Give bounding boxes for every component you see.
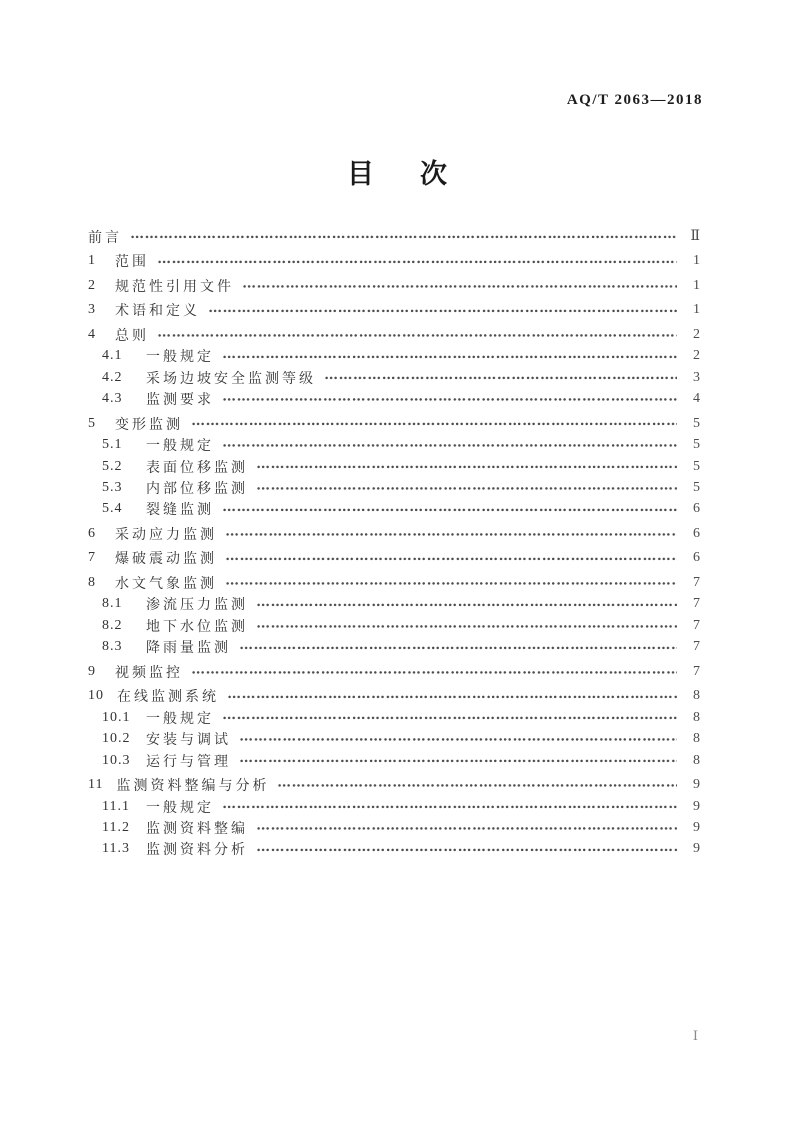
toc-entry (88, 728, 700, 749)
toc-entry-number: 7 (88, 550, 96, 566)
toc-entry (88, 774, 700, 795)
toc-entry (88, 275, 700, 296)
toc-entry-page: 7 (693, 639, 700, 655)
toc-entry (88, 615, 700, 636)
toc-entry-title: 采动应力监测 (115, 527, 217, 543)
toc-entry-title: 视频监控 (115, 665, 183, 681)
toc-entry-page: Ⅱ (690, 229, 700, 245)
toc-entry (88, 388, 700, 409)
toc-dot-leader (240, 750, 677, 771)
toc-dot-leader (226, 523, 677, 544)
toc-entry-page: 7 (693, 575, 700, 591)
toc-entry-title: 一般规定 (146, 350, 214, 366)
toc-dot-leader (325, 367, 677, 388)
toc-entry (88, 548, 700, 569)
toc-entry-number: 10.2 (102, 731, 131, 747)
toc-entry-number: 2 (88, 277, 96, 293)
toc-entry-number: 11 (88, 777, 104, 793)
toc-entry-page: 5 (693, 437, 700, 453)
toc-entry (88, 839, 700, 860)
toc-entry-page: 5 (693, 415, 700, 431)
toc-entry (88, 251, 700, 272)
toc-entry-number: 4.2 (102, 369, 123, 385)
toc-entry (88, 661, 700, 682)
toc-dot-leader (223, 707, 677, 728)
toc-dot-leader (158, 324, 677, 345)
toc-dot-leader (192, 661, 677, 682)
toc-entry-title: 内部位移监测 (146, 481, 248, 497)
toc-entry-number: 5.3 (102, 479, 123, 495)
toc-entry-title: 一般规定 (146, 711, 214, 727)
toc-entry-title: 规范性引用文件 (115, 279, 234, 295)
toc-entry-page: 8 (693, 709, 700, 725)
toc-entry (88, 226, 700, 247)
toc-dot-leader (240, 637, 677, 658)
toc-entry-title: 地下水位监测 (146, 619, 248, 635)
toc-entry (88, 413, 700, 434)
toc-dot-leader (158, 251, 677, 272)
toc-entry-title: 范围 (115, 255, 149, 271)
toc-entry-page: 9 (693, 841, 700, 857)
toc-entry-page: 8 (693, 752, 700, 768)
toc-dot-leader (223, 499, 677, 520)
table-of-contents (88, 226, 700, 860)
toc-entry-number: 10.3 (102, 752, 131, 768)
toc-entry-title: 采场边坡安全监测等级 (146, 371, 316, 387)
toc-entry (88, 324, 700, 345)
toc-dot-leader (243, 275, 677, 296)
toc-dot-leader (223, 796, 677, 817)
toc-entry-page: 7 (693, 663, 700, 679)
toc-dot-leader (131, 226, 677, 247)
toc-entry-number: 11.1 (102, 798, 130, 814)
toc-entry (88, 456, 700, 477)
toc-entry-number: 5.2 (102, 458, 123, 474)
toc-entry (88, 346, 700, 367)
toc-entry (88, 572, 700, 593)
toc-dot-leader (228, 686, 677, 707)
toc-entry-number: 8 (88, 575, 96, 591)
toc-entry-page: 1 (693, 302, 700, 318)
toc-entry (88, 686, 700, 707)
toc-entry-title: 爆破震动监测 (115, 552, 217, 568)
toc-entry (88, 707, 700, 728)
toc-entry-page: 6 (693, 501, 700, 517)
toc-entry (88, 817, 700, 838)
toc-entry-page: 7 (693, 596, 700, 612)
toc-entry-page: 1 (693, 277, 700, 293)
toc-entry-number: 10 (88, 688, 104, 704)
toc-entry-title: 监测资料整编与分析 (116, 779, 270, 795)
toc-entry-number: 4 (88, 327, 96, 342)
toc-entry-title: 裂缝监测 (146, 503, 214, 519)
toc-dot-leader (257, 594, 677, 615)
footer-page-number: Ⅰ (692, 1028, 698, 1043)
toc-entry-title: 安装与调试 (146, 733, 231, 749)
toc-dot-leader (257, 615, 677, 636)
toc-dot-leader (223, 346, 677, 367)
toc-entry-page: 2 (693, 348, 700, 364)
toc-entry-number: 11.3 (102, 841, 130, 857)
toc-entry-title: 水文气象监测 (115, 577, 217, 593)
toc-entry (88, 434, 700, 455)
toc-entry-title: 监测资料分析 (146, 843, 248, 859)
standard-code-header: AQ/T 2063—2018 (566, 92, 703, 108)
toc-dot-leader (209, 300, 677, 321)
toc-entry-page: 9 (693, 819, 700, 835)
toc-dot-leader (223, 388, 677, 409)
toc-entry-title: 术语和定义 (115, 304, 200, 320)
toc-entry-number: 11.2 (102, 819, 130, 835)
toc-entry-title: 运行与管理 (146, 754, 231, 770)
toc-entry-number: 4.1 (102, 348, 123, 364)
toc-entry-page: 2 (693, 327, 700, 342)
toc-entry-page: 3 (693, 369, 700, 385)
toc-entry-title: 降雨量监测 (146, 641, 231, 657)
toc-entry (88, 796, 700, 817)
toc-entry-page: 8 (693, 731, 700, 747)
toc-entry-page: 4 (693, 391, 700, 407)
toc-entry-title: 监测资料整编 (146, 821, 248, 837)
toc-entry-number: 9 (88, 663, 96, 679)
toc-entry-page: 1 (693, 253, 700, 269)
toc-entry-page: 5 (693, 479, 700, 495)
toc-entry (88, 523, 700, 544)
toc-entry-title: 变形监测 (115, 417, 183, 433)
toc-entry-page: 9 (693, 798, 700, 814)
toc-entry-title: 一般规定 (146, 800, 214, 816)
toc-dot-leader (257, 839, 677, 860)
page-title: 目次 (347, 159, 493, 189)
toc-entry-number: 6 (88, 525, 96, 541)
toc-entry-number: 10.1 (102, 709, 131, 725)
toc-entry-title: 渗流压力监测 (146, 598, 248, 614)
toc-entry-title: 表面位移监测 (146, 460, 248, 476)
toc-entry (88, 594, 700, 615)
toc-entry (88, 367, 700, 388)
toc-entry-page: 6 (693, 550, 700, 566)
toc-dot-leader (257, 456, 677, 477)
toc-dot-leader (223, 434, 677, 455)
toc-dot-leader (278, 774, 677, 795)
toc-dot-leader (226, 572, 677, 593)
toc-entry (88, 750, 700, 771)
toc-entry (88, 499, 700, 520)
toc-entry-number: 1 (88, 253, 96, 269)
toc-dot-leader (226, 548, 677, 569)
toc-entry-title: 监测要求 (146, 393, 214, 409)
toc-dot-leader (192, 413, 677, 434)
toc-entry-number: 8.1 (102, 596, 123, 612)
toc-entry (88, 637, 700, 658)
toc-entry-title: 一般规定 (146, 439, 214, 455)
toc-entry-page: 9 (693, 777, 700, 793)
toc-dot-leader (257, 817, 677, 838)
toc-entry-number: 5.1 (102, 437, 123, 453)
toc-entry-title: 总则 (115, 329, 149, 344)
toc-entry-page: 6 (693, 525, 700, 541)
toc-dot-leader (240, 728, 677, 749)
toc-entry (88, 300, 700, 321)
toc-entry-number: 5.4 (102, 501, 123, 517)
toc-entry-title: 在线监测系统 (117, 690, 219, 706)
toc-dot-leader (257, 477, 677, 498)
toc-entry-number: 8.2 (102, 617, 123, 633)
toc-entry-number: 3 (88, 302, 96, 318)
toc-entry-page: 8 (693, 688, 700, 704)
toc-entry-page: 7 (693, 617, 700, 633)
toc-entry-number: 8.3 (102, 639, 123, 655)
toc-entry-number: 5 (88, 415, 96, 431)
toc-entry (88, 477, 700, 498)
toc-entry-number: 4.3 (102, 391, 123, 407)
toc-entry-title: 前言 (88, 230, 122, 246)
toc-entry-page: 5 (693, 458, 700, 474)
